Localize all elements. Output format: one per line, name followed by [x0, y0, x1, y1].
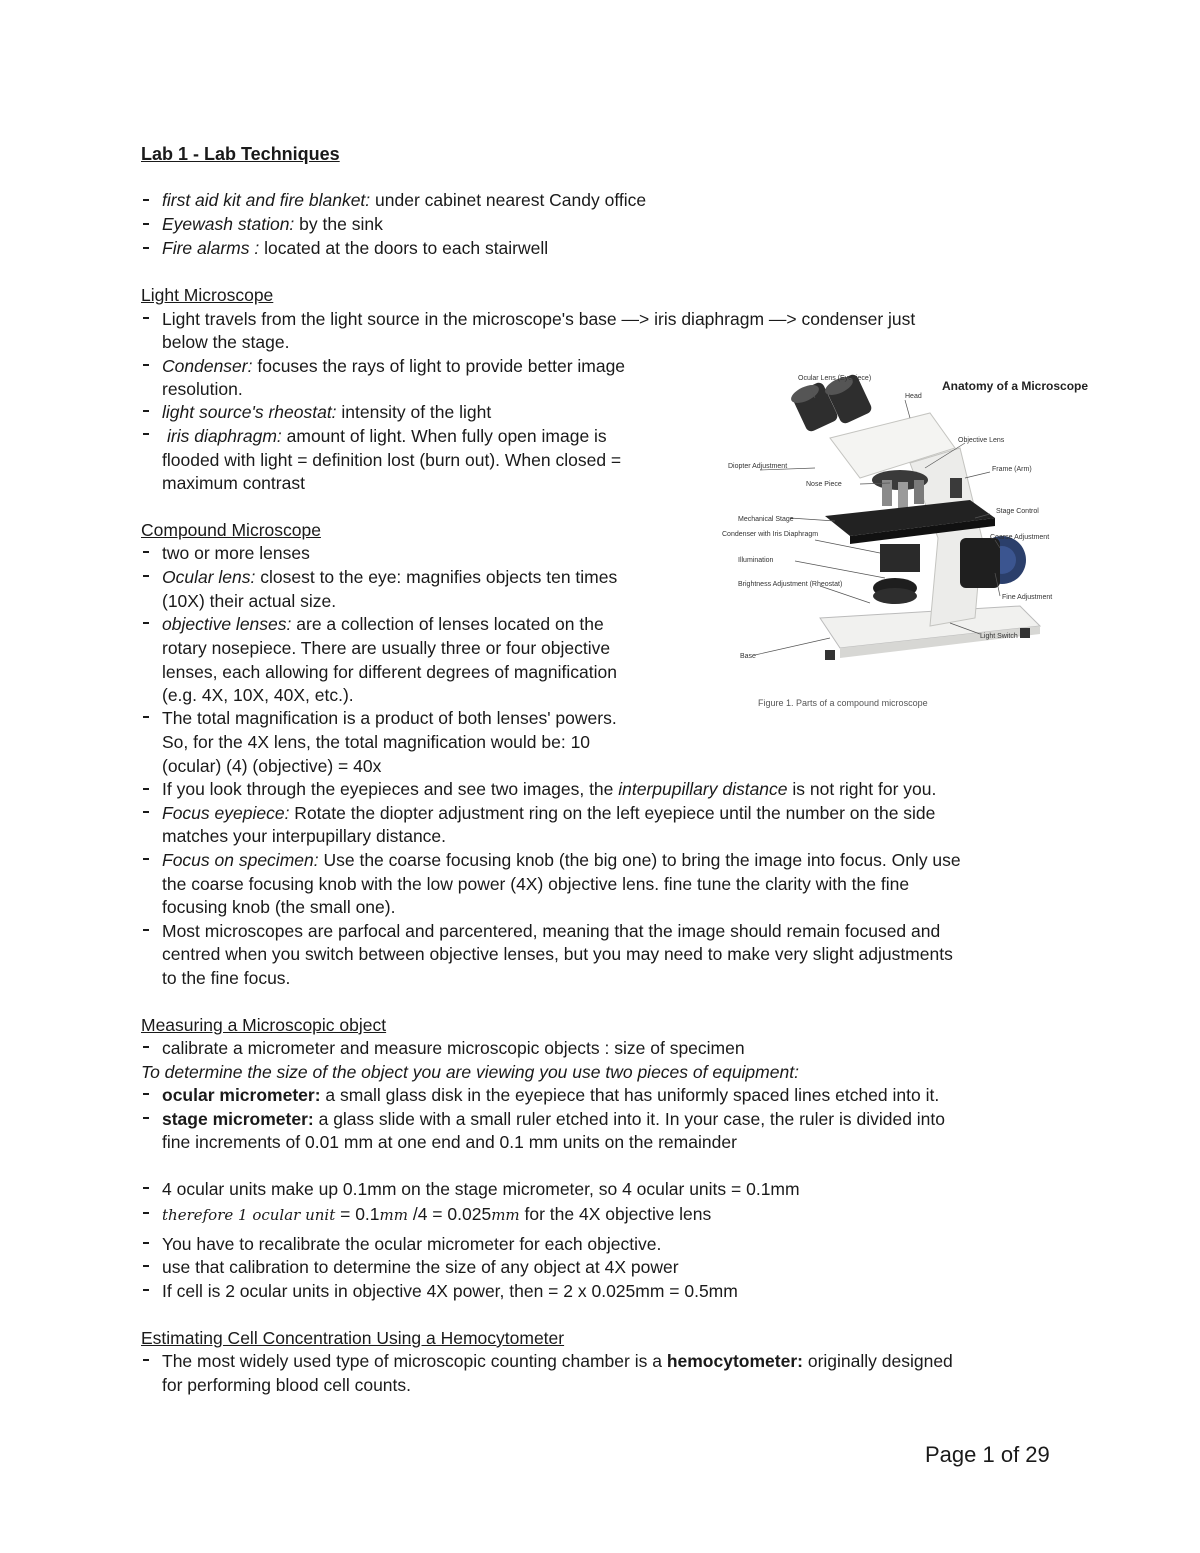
figure-label: Stage Control: [996, 508, 1039, 515]
bullet-dash: [143, 1212, 149, 1214]
list-item-continued: So, for the 4X lens, the total magnification would be: 10: [162, 732, 591, 752]
list-item-continued: rotary nosepiece. There are usually three or four objective: [162, 638, 611, 658]
bullet-dash: [143, 1046, 149, 1048]
list-item: Focus eyepiece: Rotate the diopter adjustment ring on the left eyepiece until the number on the side: [162, 803, 936, 823]
list-item: stage micrometer: a glass slide with a small ruler etched into it. In your case, the ruler is divided into: [162, 1109, 946, 1129]
figure-label: Ocular Lens (Eyepiece): [798, 375, 872, 382]
bullet-dash: [143, 1359, 149, 1361]
list-item: Ocular lens: closest to the eye: magnifies objects ten times: [162, 567, 618, 587]
list-item: therefore 1 ocular unit = 0.1mm /4 = 0.025mm for the 4X objective lens: [162, 1204, 712, 1224]
list-item-continued: for performing blood cell counts.: [162, 1375, 412, 1395]
list-item: The total magnification is a product of both lenses' powers.: [162, 708, 617, 728]
bullet-dash: [143, 1187, 149, 1189]
page-number: Page 1 of 29: [925, 1442, 1050, 1467]
list-item-continued: lenses, each allowing for different degrees of magnification: [162, 662, 617, 682]
figure-caption: Figure 1. Parts of a compound microscope: [758, 698, 928, 708]
list-item: Eyewash station: by the sink: [162, 214, 383, 234]
bullet-dash: [143, 247, 149, 249]
intro-text: To determine the size of the object you are viewing you use two pieces of equipment:: [141, 1062, 799, 1082]
list-item: calibrate a micrometer and measure microscopic objects : size of specimen: [162, 1038, 745, 1058]
bullet-dash: [143, 1117, 149, 1119]
list-item-continued: below the stage.: [162, 332, 290, 352]
list-item-continued: matches your interpupillary distance.: [162, 826, 447, 846]
figure-label: Condenser with Iris Diaphragm: [722, 531, 819, 538]
list-item: Focus on specimen: Use the coarse focusing knob (the big one) to bring the image into focus. Only use: [162, 850, 961, 870]
list-item-continued: maximum contrast: [162, 473, 305, 493]
list-item-continued: (e.g. 4X, 10X, 40X, etc.).: [162, 685, 354, 705]
figure-label: Light Switch: [980, 633, 1018, 640]
list-item-continued: fine increments of 0.01 mm at one end and 0.1 mm units on the remainder: [162, 1132, 737, 1152]
list-item: light source's rheostat: intensity of the light: [162, 402, 492, 422]
figure-label: Diopter Adjustment: [728, 463, 788, 470]
list-item: You have to recalibrate the ocular micrometer for each objective.: [162, 1234, 662, 1254]
list-item: two or more lenses: [162, 543, 310, 563]
bullet-dash: [143, 223, 149, 225]
list-item-continued: the coarse focusing knob with the low power (4X) objective lens. fine tune the clarity with the fine: [162, 874, 910, 894]
figure-label: Objective Lens: [958, 437, 1005, 444]
figure-label: Fine Adjustment: [1002, 594, 1053, 601]
figure-label: Coarse Adjustment: [990, 534, 1050, 541]
figure-label: Frame (Arm): [992, 466, 1032, 473]
list-item-continued: flooded with light = definition lost (burn out). When closed =: [162, 450, 622, 470]
list-item: The most widely used type of microscopic counting chamber is a hemocytometer: originally designed: [162, 1351, 953, 1371]
bullet-dash: [143, 811, 149, 813]
list-item: 4 ocular units make up 0.1mm on the stage micrometer, so 4 ocular units = 0.1mm: [162, 1179, 800, 1199]
figure-label: Mechanical Stage: [738, 516, 794, 523]
figure-label: Head: [905, 393, 922, 400]
bullet-dash: [143, 716, 149, 718]
figure-label: Brightness Adjustment (Rheostat): [738, 581, 843, 588]
bullet-dash: [143, 575, 149, 577]
list-item-continued: (ocular) (4) (objective) = 40x: [162, 756, 382, 776]
list-item-continued: focusing knob (the small one).: [162, 897, 396, 917]
list-item-continued: resolution.: [162, 379, 243, 399]
bullet-dash: [143, 1265, 149, 1267]
bullet-dash: [143, 1242, 149, 1244]
section-heading-measuring: Measuring a Microscopic object: [141, 1015, 387, 1035]
bullet-dash: [143, 364, 149, 366]
bullet-dash: [143, 199, 149, 201]
list-item: Most microscopes are parfocal and parcentered, meaning that the image should remain focused and: [162, 921, 941, 941]
list-item-continued: (10X) their actual size.: [162, 591, 337, 611]
bullet-dash: [143, 317, 149, 319]
list-item: first aid kit and fire blanket: under cabinet nearest Candy office: [162, 190, 647, 210]
bullet-dash: [143, 551, 149, 553]
section-heading-light-microscope: Light Microscope: [141, 285, 274, 305]
figure-label: Illumination: [738, 557, 774, 564]
list-item: ocular micrometer: a small glass disk in the eyepiece that has uniformly spaced lines etched into it.: [162, 1085, 940, 1105]
figure-label: Nose Piece: [806, 481, 842, 488]
list-item-continued: centred when you switch between objective lenses, but you may need to make very slight adjustments: [162, 944, 953, 964]
list-item: If cell is 2 ocular units in objective 4X power, then = 2 x 0.025mm = 0.5mm: [162, 1281, 738, 1301]
bullet-dash: [143, 929, 149, 931]
bullet-dash: [143, 622, 149, 624]
section-heading-hemocytometer: Estimating Cell Concentration Using a Hemocytometer: [141, 1328, 565, 1348]
bullet-dash: [143, 410, 149, 412]
bullet-dash: [143, 788, 149, 790]
bullet-dash: [143, 1289, 149, 1291]
microscope-illustration: [720, 368, 1089, 713]
bullet-dash: [143, 1093, 149, 1095]
list-item: iris diaphragm: amount of light. When fully open image is: [167, 426, 607, 446]
figure-label: Base: [740, 653, 756, 660]
section-heading-compound-microscope: Compound Microscope: [141, 520, 321, 540]
page-title: Lab 1 - Lab Techniques: [141, 144, 340, 164]
microscope-figure: [720, 368, 1089, 713]
figure-title: Anatomy of a Microscope: [942, 379, 1089, 393]
list-item: Light travels from the light source in the microscope's base —> iris diaphragm —> condenser just: [162, 309, 916, 329]
list-item: use that calibration to determine the size of any object at 4X power: [162, 1257, 679, 1277]
list-item: objective lenses: are a collection of lenses located on the: [162, 614, 604, 634]
bullet-dash: [143, 433, 149, 435]
list-item: Fire alarms : located at the doors to each stairwell: [162, 238, 549, 258]
list-item: Condenser: focuses the rays of light to provide better image: [162, 356, 626, 376]
list-item: If you look through the eyepieces and see two images, the interpupillary distance is not right for you.: [162, 779, 937, 799]
bullet-dash: [143, 858, 149, 860]
list-item-continued: to the fine focus.: [162, 968, 291, 988]
